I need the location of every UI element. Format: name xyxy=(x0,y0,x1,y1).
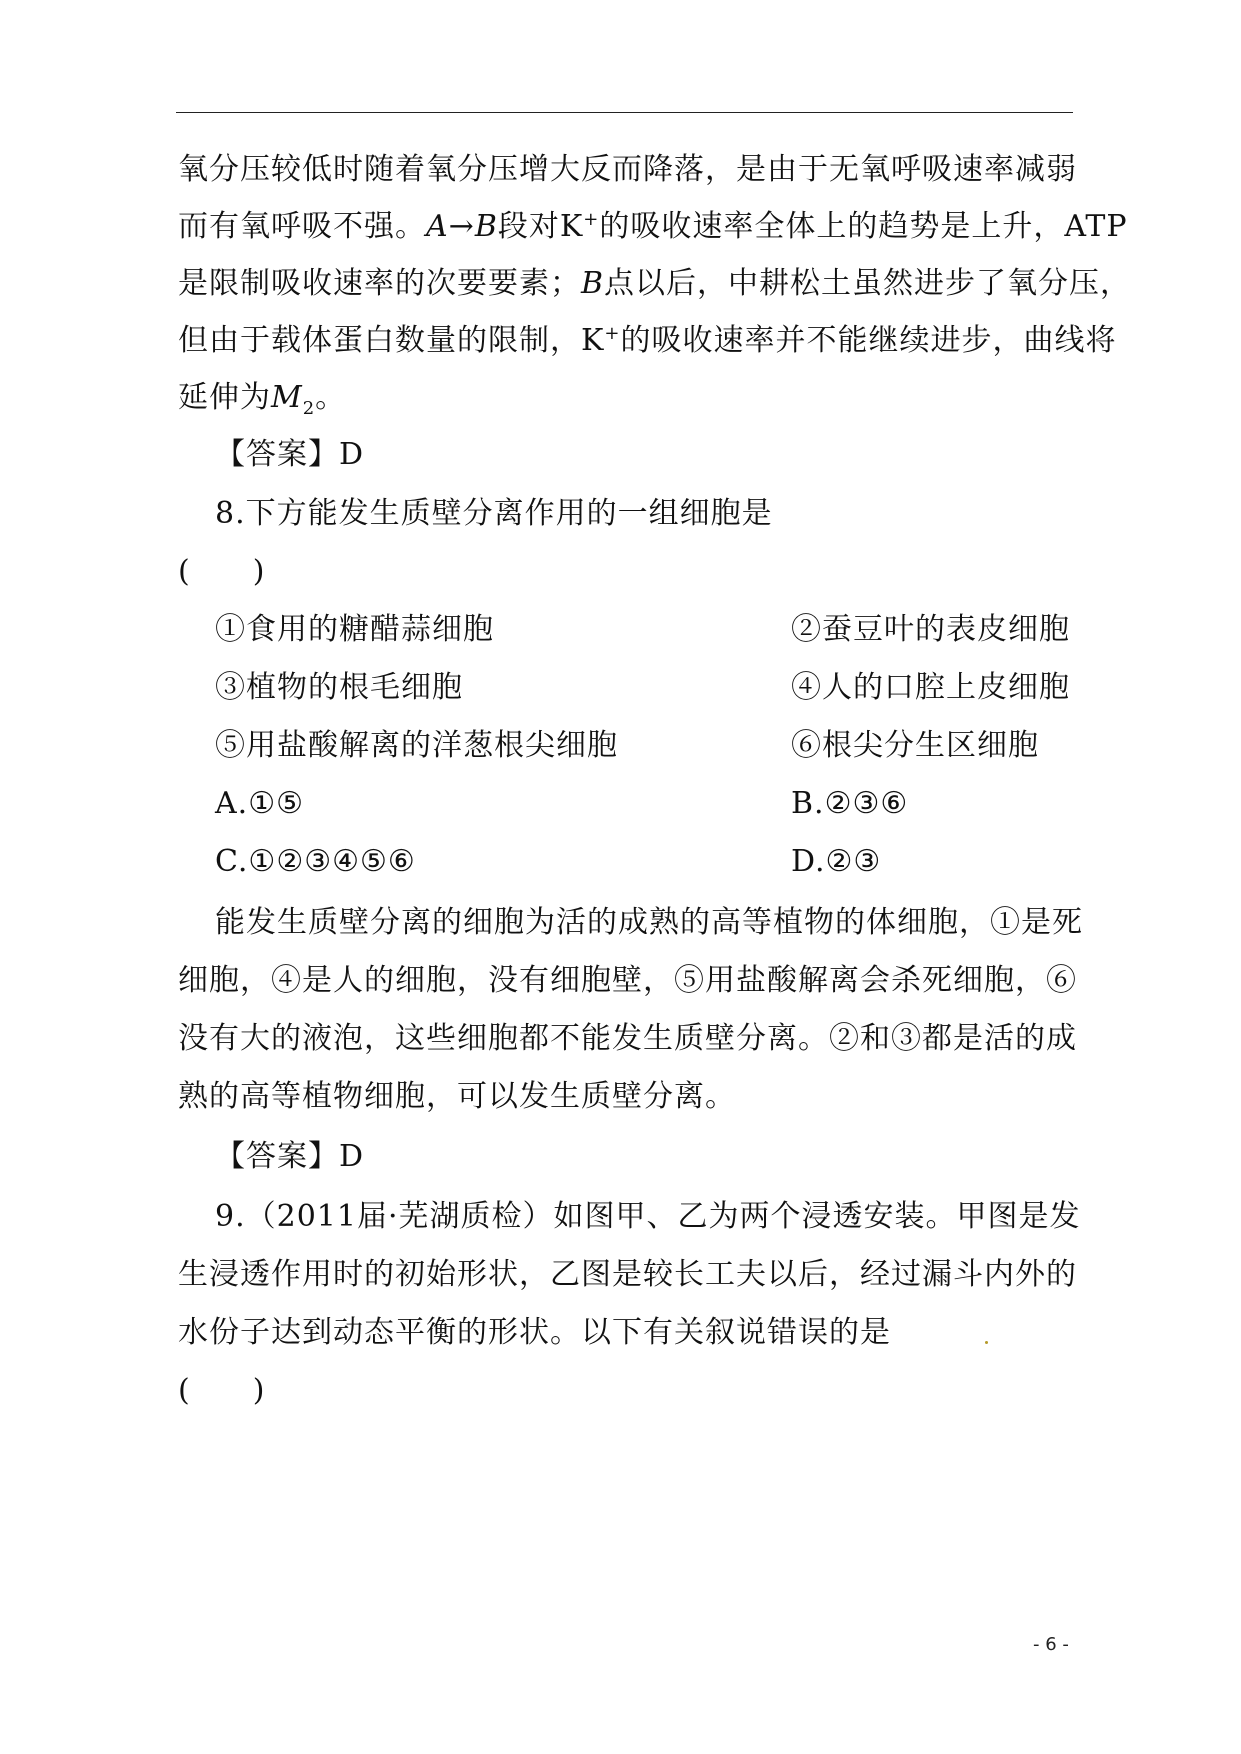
q8-option-d: D.②③ xyxy=(791,844,882,879)
question-8-stem: 8.下方能发生质壁分离作用的一组细胞是 xyxy=(215,496,773,531)
q8-item-3: ③植物的根毛细胞 xyxy=(215,670,463,705)
q8-explanation-line-1: 能发生质壁分离的细胞为活的成熟的高等植物的体细胞，①是死 xyxy=(215,905,1083,940)
q8-explanation-line-4: 熟的高等植物细胞，可以发生质壁分离。 xyxy=(178,1079,736,1114)
q8-explanation-line-2: 细胞，④是人的细胞，没有细胞壁，⑤用盐酸解离会杀死细胞，⑥ xyxy=(178,963,1077,998)
q8-item-5: ⑤用盐酸解离的洋葱根尖细胞 xyxy=(215,728,618,763)
paragraph-line-2: 而有氧呼吸不强。A→B段对K+的吸收速率全体上的趋势是上升，ATP xyxy=(178,209,1128,244)
answer-label-1: 【答案】D xyxy=(215,437,365,472)
q8-option-a: A.①⑤ xyxy=(215,786,304,821)
paragraph-line-5: 延伸为$M_2$。 xyxy=(178,380,347,419)
paragraph-line-4: 但由于载体蛋白数量的限制，K+的吸收速率并不能继续进步，曲线将 xyxy=(178,323,1117,358)
paragraph-line-3: 是限制吸收速率的次要要素；B点以后，中耕松土虽然进步了氧分压， xyxy=(178,266,1132,301)
paragraph-line-1: 氧分压较低时随着氧分压增大反而降落，是由于无氧呼吸速率减弱 xyxy=(178,152,1077,187)
q8-item-6: ⑥根尖分生区细胞 xyxy=(791,728,1039,763)
question-9-line-2: 生浸透作用时的初始形状，乙图是较长工夫以后，经过漏斗内外的 xyxy=(178,1257,1077,1292)
q8-item-1: ①食用的糖醋蒜细胞 xyxy=(215,612,494,647)
question-9-line-3: 水份子达到动态平衡的形状。以下有关叙说错误的是 xyxy=(178,1315,891,1350)
q8-option-b: B.②③⑥ xyxy=(791,786,909,821)
question-9-paren: ( ) xyxy=(178,1373,266,1408)
q8-item-2: ②蚕豆叶的表皮细胞 xyxy=(791,612,1070,647)
question-9-line-1: 9.（2011届·芜湖质检）如图甲、乙为两个浸透安装。甲图是发 xyxy=(215,1199,1081,1234)
answer-label-2: 【答案】D xyxy=(215,1139,365,1174)
scan-speck xyxy=(985,1341,988,1344)
q8-item-4: ④人的口腔上皮细胞 xyxy=(791,670,1070,705)
q8-option-c: C.①②③④⑤⑥ xyxy=(215,844,416,879)
page-number: - 6 - xyxy=(1033,1634,1069,1655)
question-8-paren: ( ) xyxy=(178,554,266,589)
header-rule xyxy=(176,112,1073,113)
q8-explanation-line-3: 没有大的液泡，这些细胞都不能发生质壁分离。②和③都是活的成 xyxy=(178,1021,1077,1056)
